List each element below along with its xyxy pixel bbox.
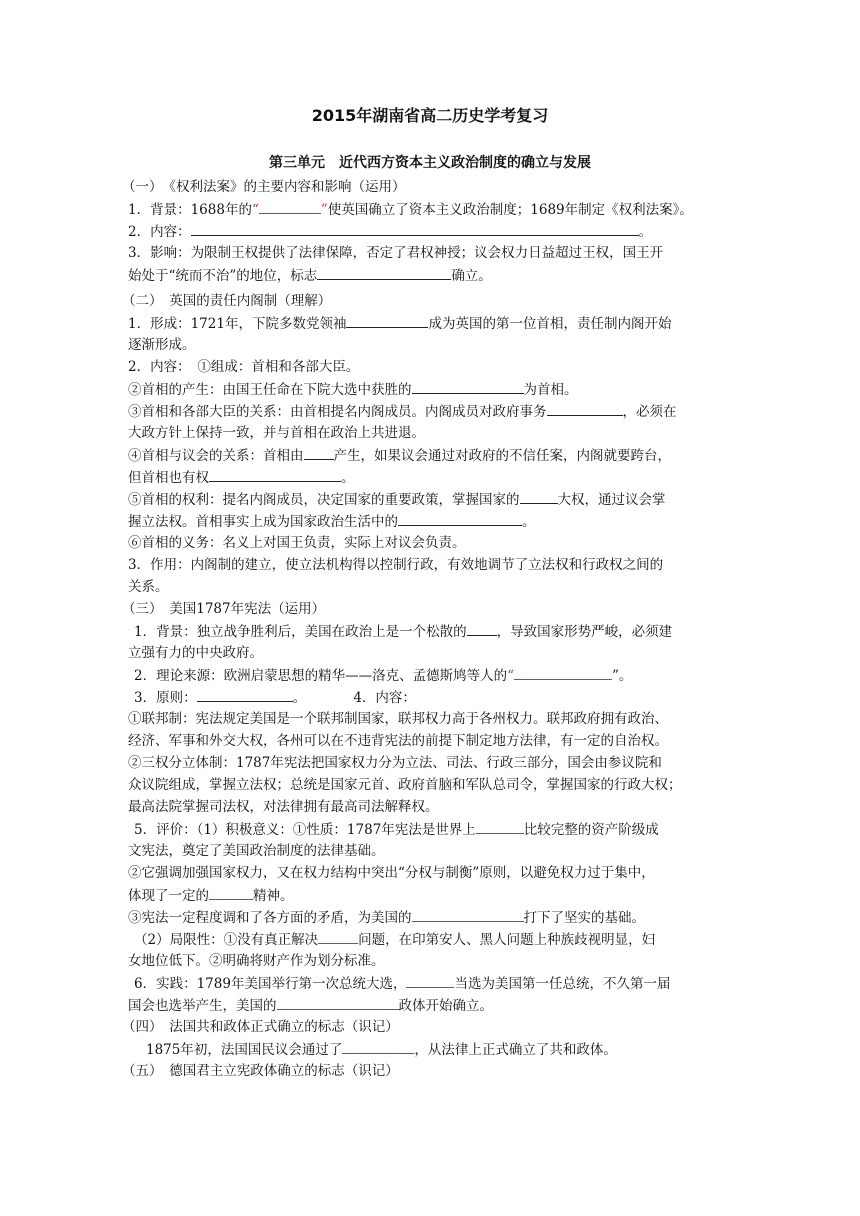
fill-blank[interactable]: [318, 928, 358, 944]
text-line: 最高法院掌握司法权，对法律拥有最高司法解释权。: [128, 799, 439, 815]
section-heading-1: （一） 《权利法案》的主要内容和影响（运用）: [122, 179, 406, 195]
text-line: ②三权分立体制：1787年宪法把国家权力分为立法、司法、行政三部分，国会由参议院和: [128, 755, 662, 771]
text-line: ④首相与议会的关系：首相由 产生，如果议会通过对政府的不信任案，内阁就要跨台，: [128, 444, 738, 467]
text-line: 5．评价：（1）积极意义：①性质：1787年宪法是世界上 比较完整的资产阶级成: [134, 818, 744, 841]
fill-blank[interactable]: [346, 312, 428, 328]
text-line: 6．实践：1789年美国举行第一次总统大选， 当选为美国第一任总统，不久第一届: [134, 972, 744, 995]
text-line: 1．背景：1688年的“ ”使英国确立了资本主义政治制度；1689年制定《权利法案》。: [128, 198, 738, 221]
fill-blank[interactable]: [304, 444, 334, 460]
text-line: 立强有力的中央政府。: [128, 645, 263, 661]
text-line: 国会也选举产生，美国的 政体开始确立。: [128, 994, 738, 1017]
fill-blank[interactable]: [467, 620, 497, 636]
text-line: 1．背景：独立战争胜利后，美国在政治上是一个松散的 ，导致国家形势严峻，必须建: [134, 620, 744, 643]
text-line: 3．原则： 。 4．内容：: [134, 686, 744, 709]
text-line: ③宪法一定程度调和了各方面的矛盾，为美国的 打下了坚实的基础。: [128, 906, 738, 929]
text-line: 关系。: [128, 579, 169, 595]
section-heading-3: （三） 美国1787年宪法（运用）: [122, 601, 326, 617]
fill-blank[interactable]: [406, 972, 454, 988]
fill-blank[interactable]: [342, 1038, 414, 1054]
fill-blank[interactable]: [514, 664, 612, 680]
fill-blank[interactable]: [191, 220, 639, 236]
fill-blank[interactable]: [412, 378, 524, 394]
text-line: 但首相也有权 。: [128, 466, 738, 489]
fill-blank[interactable]: [317, 264, 451, 280]
text-line: 女地位低下。②明确将财产作为划分标准。: [128, 953, 385, 969]
text-line: 始处于“统而不治”的地位，标志 确立。: [128, 264, 738, 287]
text-line: 经济、军事和外交大权，各州可以在不违背宪法的前提下制定地方法律，有一定的自治权。: [128, 733, 668, 749]
text-line: ⑤首相的权利：提名内阁成员，决定国家的重要政策，掌握国家的 大权，通过议会掌: [128, 488, 738, 511]
fill-blank[interactable]: [520, 488, 558, 504]
fill-blank[interactable]: [476, 818, 524, 834]
text-line: 2．内容： ①组成：首相和各部大臣。: [128, 359, 360, 375]
fill-blank[interactable]: [259, 198, 321, 214]
unit-title: 第三单元 近代西方资本主义政治制度的确立与发展: [269, 155, 591, 171]
text-line: 3．影响：为限制王权提供了法律保障，否定了君权神授；议会权力日益超过王权，国王开: [128, 245, 664, 261]
section-heading-5: （五） 德国君主立宪政体确立的标志（识记）: [122, 1063, 399, 1079]
fill-blank[interactable]: [412, 906, 524, 922]
text-line: 2．理论来源：欧洲启蒙思想的精华——洛克、孟德斯鸠等人的“ ”。: [134, 664, 744, 687]
text-line: 1875年初，法国国民议会通过了 ，从法律上正式确立了共和政体。: [146, 1038, 756, 1061]
text-line: 3．作用：内阁制的建立，使立法机构得以控制行政，有效地调节了立法权和行政权之间的: [128, 557, 664, 573]
text-line: 握立法权。首相事实上成为国家政治生活中的 。: [128, 510, 738, 533]
text-line: ①联邦制：宪法规定美国是一个联邦制国家，联邦权力高于各州权力。联邦政府拥有政治、: [128, 711, 668, 727]
fill-blank[interactable]: [398, 510, 522, 526]
text-line: ③首相和各部大臣的关系：由首相提名内阁成员。内阁成员对政府事务 ，必须在: [128, 400, 738, 423]
text-line: 文宪法，奠定了美国政治制度的法律基础。: [128, 843, 385, 859]
text-line: 体现了一定的 精神。: [128, 884, 738, 907]
section-heading-2: （二） 英国的责任内阁制（理解）: [122, 293, 332, 309]
fill-blank[interactable]: [277, 994, 399, 1010]
text-line: ②它强调加强国家权力，又在权力结构中突出“分权与制衡”原则，以避免权力过于集中，: [128, 865, 655, 881]
text-line: ②首相的产生：由国王任命在下院大选中获胜的 为首相。: [128, 378, 738, 401]
document-title: 2015年湖南省高二历史学考复习: [311, 106, 549, 125]
text-line: 2．内容： 。: [128, 220, 738, 243]
text-line: （2）局限性：①没有真正解决 问题，在印第安人、黑人问题上种族歧视明显，妇: [134, 928, 744, 951]
text-line: 逐渐形成。: [128, 337, 196, 353]
section-heading-4: （四） 法国共和政体正式确立的标志（识记）: [122, 1019, 399, 1035]
fill-blank[interactable]: [197, 686, 293, 702]
text-line: 1．形成：1721年，下院多数党领袖 成为英国的第一位首相，责任制内阁开始: [128, 312, 738, 335]
text-line: 大政方针上保持一致，并与首相在政治上共进退。: [128, 425, 425, 441]
text-line: ⑥首相的义务：名义上对国王负责，实际上对议会负责。: [128, 535, 466, 551]
fill-blank[interactable]: [209, 884, 253, 900]
text-line: 众议院组成，掌握立法权；总统是国家元首、政府首脑和军队总司令，掌握国家的行政大权；: [128, 777, 682, 793]
fill-blank[interactable]: [209, 466, 341, 482]
fill-blank[interactable]: [547, 400, 623, 416]
